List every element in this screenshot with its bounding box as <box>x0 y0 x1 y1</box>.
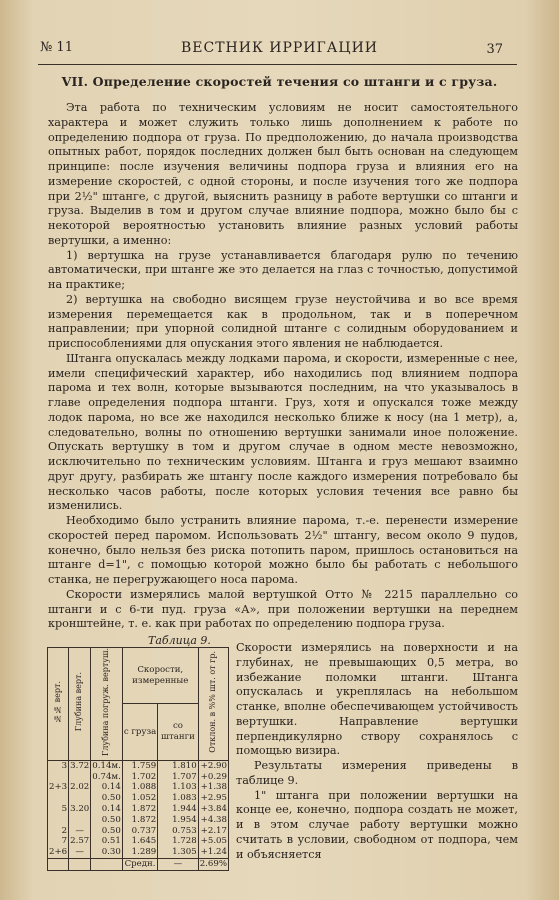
header-rule <box>38 64 517 65</box>
table-cell <box>48 772 69 783</box>
journal-title: ВЕСТНИК ИРРИГАЦИИ <box>180 40 379 56</box>
table-cell: 0.50 <box>91 815 123 826</box>
table-cell: 0.14м. <box>92 760 121 771</box>
table-row <box>48 847 229 858</box>
table-cell: 0.30 <box>91 847 123 858</box>
table-cell: 2.02 <box>70 782 90 793</box>
table-cell: Средн. <box>122 858 157 870</box>
table-cell <box>69 772 91 783</box>
table-row <box>48 826 229 837</box>
table-cell: 5 <box>48 804 69 815</box>
main-text <box>48 101 518 632</box>
table-cell: +5.05 <box>198 836 228 847</box>
table-cell: — <box>69 847 91 858</box>
table-cell: +2.90 <box>198 760 228 771</box>
table-cell: 1.872 <box>122 815 157 826</box>
table-cell: 1.305 <box>158 847 198 858</box>
paragraph: 2) вертушка на свободно висящем грузе неустойчива и во все время измерения перемещается как в продольном, так и в поперечном направлении; при упорной солидной штанге с солидным оборудованием и приспособлениями для опускания этого явления не наблюдается. <box>48 292 518 350</box>
table-cell: 0.74м. <box>92 771 121 782</box>
table-cell: 1.954 <box>158 815 198 826</box>
table-cell: — <box>69 826 91 837</box>
col-header-from-weight: с груза <box>122 704 157 760</box>
table-cell <box>48 793 69 804</box>
col-header-immersion: Глубина погруж. вертуш. <box>101 648 111 756</box>
data-table <box>47 647 229 871</box>
table-cell: +2.95 <box>198 793 228 804</box>
table-cell: 7 <box>48 836 69 847</box>
col-header-deviation: Отклон. в %% шт. от гр. <box>207 651 217 753</box>
table-cell: 0.50 <box>91 793 123 804</box>
table-cell: — <box>158 858 198 870</box>
table-cell: 3.72 <box>70 760 90 771</box>
paragraph: Результаты измерения приведены в таблице 9. <box>236 759 518 787</box>
table-cell: 2 <box>48 826 69 837</box>
table-cell: 0.50 <box>91 826 123 837</box>
table-row <box>48 772 229 783</box>
table-cell: +3.84 <box>198 804 228 815</box>
paragraph: 1) вертушка на грузе устанавливается благодаря рулю по течению автоматически, при штанге же это делается на глаз с точностью, допустимой на практике; <box>48 248 518 291</box>
table-cell: 0.753 <box>158 826 198 837</box>
table-cell: 1.083 <box>158 793 198 804</box>
table-row <box>48 804 229 815</box>
table-cell: 1.707 <box>158 772 198 783</box>
table-cell: 3 <box>48 760 69 771</box>
table-cell: 0.14 <box>91 782 123 793</box>
table-cell: 1.645 <box>122 836 157 847</box>
table-cell: 1.052 <box>122 793 157 804</box>
table-cell: +0.29 <box>198 772 228 783</box>
table-cell <box>48 815 69 826</box>
running-header <box>0 40 559 62</box>
table-row <box>48 836 229 847</box>
table-cell <box>48 858 69 870</box>
table-cell: 1.728 <box>158 836 198 847</box>
table-cell: 1.759 <box>122 760 157 771</box>
table-cell <box>69 858 91 870</box>
table-row <box>48 815 229 826</box>
table-cell: 0.51 <box>91 836 123 847</box>
table-cell: 2+6 <box>49 847 68 858</box>
table-cell: 2.57 <box>70 836 90 847</box>
table-cell: 1.289 <box>122 847 157 858</box>
paragraph: Эта работа по техническим условиям не носит самостоятельного характера и может служить только лишь дополнением к работе по определению подпора от груза. По предположению, до начала производства опытных работ, порядок последних должен был быть основан на следующем принципе: после изучения величины подпора груза и влияния его на измерение скоростей, с одной стороны, и после изучения того же подпора при 2½" штанге, с другой, выяснить разницу в работе вертушки со штанги и груза. Выделив в том и другом случае влияние подпора, можно было бы с некоторой вероятностью установить влияние разных условий работы вертушки, а именно: <box>48 101 518 247</box>
table-cell: 2.69% <box>199 858 227 869</box>
table-cell: 1.872 <box>122 804 157 815</box>
issue-number: № 11 <box>40 40 73 55</box>
paragraph: Штанга опускалась между лодками парома, и скорости, измеренные с нее, имели специфический характер, ибо находились под влиянием подпора парома и тех волн, которые вызываются последним, на что указывалось в главе определения подпора штанги. Груз, хотя и опускался тоже между лодок парома, но все же находился несколько ближе к носу (на 1 метр), а, следовательно, волны по отношению вертушки занимали иное положение. Опускать вертушку в том и другом случае в одном месте невозможно, исключительно по техническим условиям. Штанга и груз мешают взаимно друг другу, разбирать же штангу после каждого измерения потребовало бы несколько часов работы, после которых условия течения все равно бы изменились. <box>48 351 518 513</box>
table-cell: 1.702 <box>122 772 157 783</box>
table-cell <box>69 793 91 804</box>
paragraph: Необходимо было устранить влияние парома, т.-е. перенести измерение скоростей перед паромом. Использовать 2½" штангу, весом около 9 пудов, конечно, было нельзя без риска потопить паром, пришлось остановиться на штанге d=1", с помощью которой можно было бы работать с небольшого станка, не перегружающего носа парома. <box>48 514 518 586</box>
table-cell: 0.737 <box>122 826 157 837</box>
table-caption: Таблица 9. <box>148 634 211 647</box>
col-header-depth: Глубина верт. <box>74 672 84 732</box>
section-title: VII. Определение скоростей течения со штанги и с груза. <box>61 74 498 89</box>
table-cell: 1.810 <box>158 760 198 771</box>
table-footer-row <box>48 858 229 870</box>
paragraph: 1" штанга при положении вертушки на конце ее, конечно, подпора создать не может, и в этом случае работу вертушки можно считать в условии, свободном от подпора, чем и объясняется <box>236 788 518 861</box>
table-row <box>48 793 229 804</box>
page-number: 37 <box>486 42 503 57</box>
side-text <box>236 641 518 862</box>
table-cell <box>91 858 123 870</box>
table-cell: 1.944 <box>158 804 198 815</box>
col-header-speeds: Скорости, измеренные <box>122 648 198 704</box>
table-cell: 0.14 <box>91 804 123 815</box>
col-header-vert: №№ верт. <box>52 681 62 723</box>
table-cell: +1.38 <box>198 782 228 793</box>
col-header-from-rod: со штанги <box>158 704 198 760</box>
table-cell: +4.38 <box>198 815 228 826</box>
table-cell: 1.088 <box>122 782 157 793</box>
table-cell: 3.20 <box>70 803 90 814</box>
table-row <box>48 760 229 771</box>
table-cell: 1.103 <box>158 782 198 793</box>
paragraph: Скорости измерялись малой вертушкой Отто № 2215 параллельно со штанги и с 6-ти пуд. груза «А», при положении вертушки на переднем кронштейне, т. е. как при работах по определению подпора груза. <box>48 587 518 631</box>
paragraph: Скорости измерялись на поверхности и на глубинах, не превышающих 0,5 метра, во избежание поломки штанги. Штанга опускалась и укреплялась на небольшом станке, вполне обеспечивающем устойчивость вертушки. Направление вертушки перпендикулярно створу сохранялось с помощью визира. <box>236 641 518 758</box>
table-cell: +2.17 <box>198 826 228 837</box>
table-cell <box>69 815 91 826</box>
table-cell: 2+3 <box>49 782 68 793</box>
table-cell: +1.24 <box>198 847 228 858</box>
table-row <box>48 782 229 793</box>
